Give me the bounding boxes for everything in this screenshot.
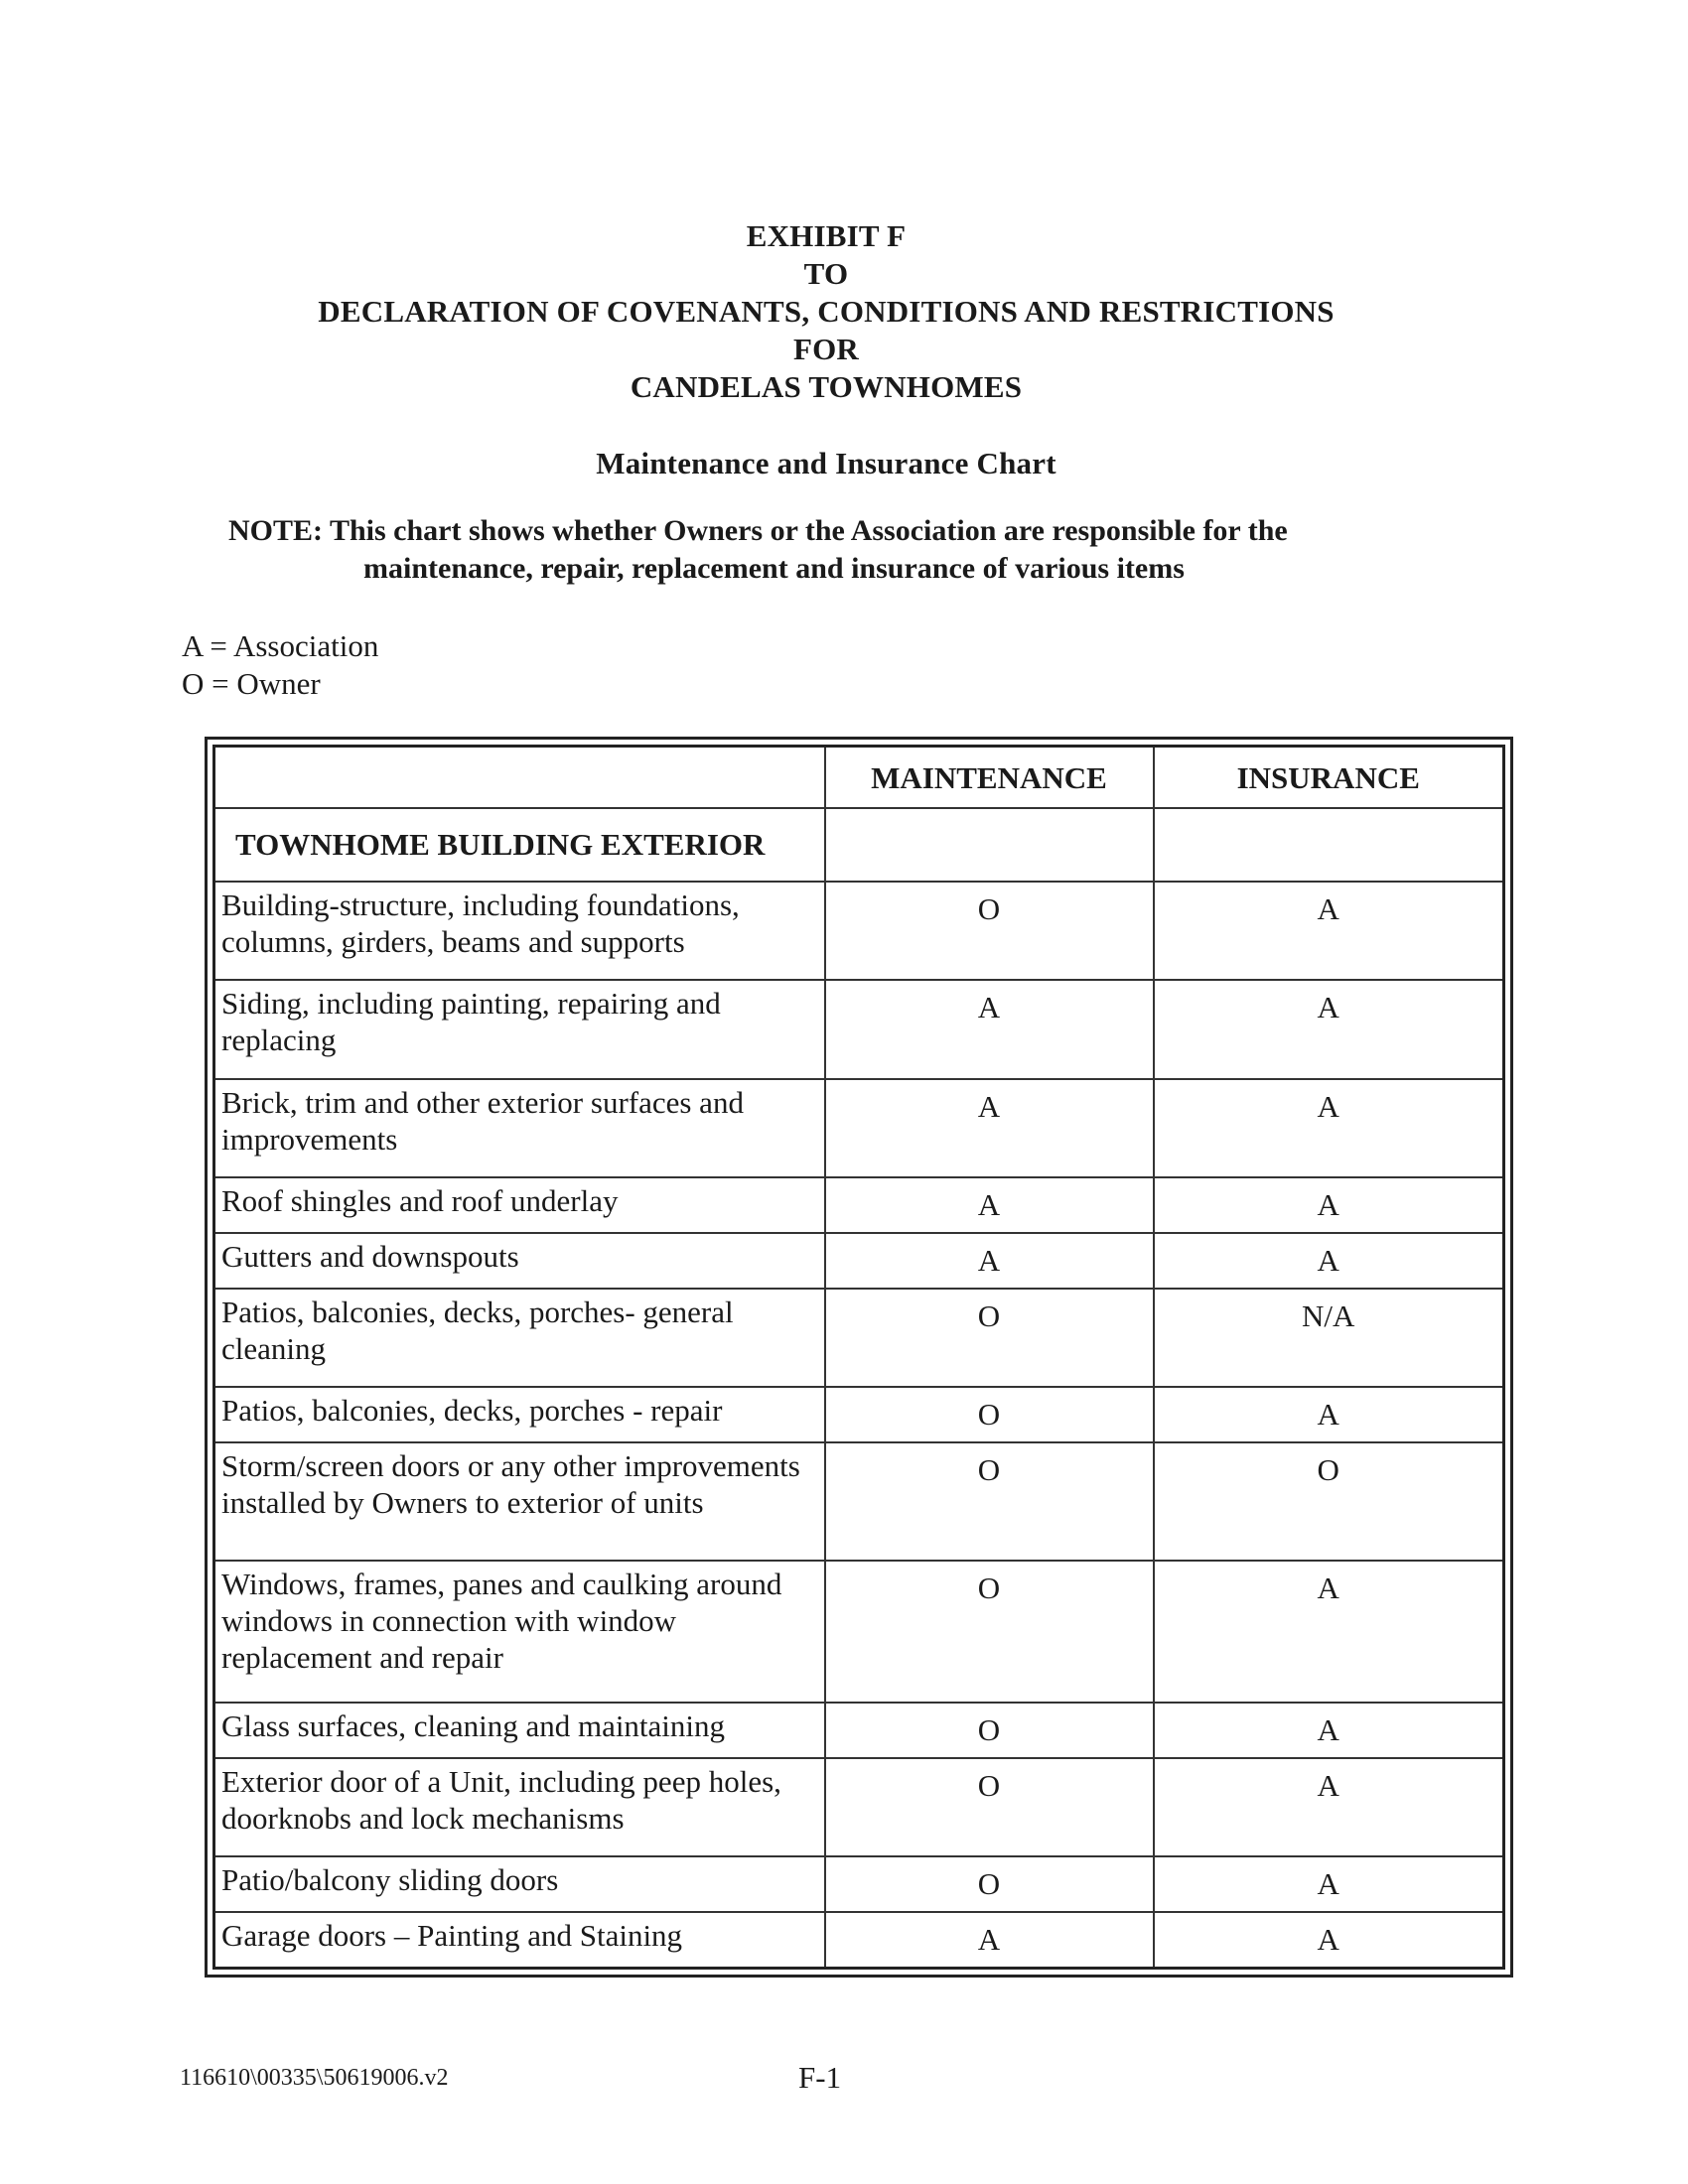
- insurance-value: A: [1154, 1758, 1504, 1857]
- responsibility-chart: [205, 737, 1513, 1978]
- insurance-value: A: [1154, 1177, 1504, 1233]
- maintenance-value: O: [825, 1561, 1154, 1703]
- table-row: [214, 1177, 1504, 1233]
- item-description: Roof shingles and roof underlay: [214, 1177, 825, 1233]
- legend-owner: O = Owner: [182, 666, 321, 701]
- title-line-community: CANDELAS TOWNHOMES: [630, 369, 1023, 404]
- table-row: [214, 1856, 1504, 1912]
- item-description: Patio/balcony sliding doors: [214, 1856, 825, 1912]
- legend-association: A = Association: [182, 628, 379, 663]
- insurance-value: A: [1154, 882, 1504, 981]
- maintenance-value: O: [825, 1289, 1154, 1388]
- title-line-declaration: DECLARATION OF COVENANTS, CONDITIONS AND RESTRICTIONS: [318, 294, 1335, 329]
- item-description: Gutters and downspouts: [214, 1233, 825, 1289]
- section-blank-cell: [825, 808, 1154, 882]
- table-row: [214, 1703, 1504, 1758]
- item-description: Glass surfaces, cleaning and maintaining: [214, 1703, 825, 1758]
- table-row: [214, 1387, 1504, 1442]
- item-description: Storm/screen doors or any other improvements installed by Owners to exterior of units: [214, 1442, 825, 1561]
- table-header-row: [214, 747, 1504, 809]
- item-description: Patios, balconies, decks, porches- general cleaning: [214, 1289, 825, 1388]
- maintenance-value: A: [825, 980, 1154, 1079]
- item-description: Brick, trim and other exterior surfaces and improvements: [214, 1079, 825, 1178]
- column-header-insurance: INSURANCE: [1154, 747, 1504, 809]
- page-number: F-1: [798, 2060, 842, 2095]
- maintenance-value: A: [825, 1912, 1154, 1968]
- insurance-value: A: [1154, 1233, 1504, 1289]
- header-blank-cell: [214, 747, 825, 809]
- maintenance-value: O: [825, 1758, 1154, 1857]
- item-description: Exterior door of a Unit, including peep holes, doorknobs and lock mechanisms: [214, 1758, 825, 1857]
- responsibility-table: [212, 745, 1505, 1970]
- section-blank-cell: [1154, 808, 1504, 882]
- insurance-value: A: [1154, 1387, 1504, 1442]
- table-row: [214, 1561, 1504, 1703]
- maintenance-value: O: [825, 882, 1154, 981]
- table-row: [214, 1079, 1504, 1178]
- insurance-value: N/A: [1154, 1289, 1504, 1388]
- section-row: [214, 808, 1504, 882]
- maintenance-value: O: [825, 1856, 1154, 1912]
- insurance-value: A: [1154, 1561, 1504, 1703]
- note-block: [228, 512, 1440, 588]
- insurance-value: A: [1154, 1703, 1504, 1758]
- item-description: Building-structure, including foundations, columns, girders, beams and supports: [214, 882, 825, 981]
- document-id: 116610\00335\50619006.v2: [180, 2065, 449, 2091]
- maintenance-value: A: [825, 1079, 1154, 1178]
- note-line-2: maintenance, repair, replacement and insurance of various items: [363, 552, 1185, 585]
- insurance-value: A: [1154, 1079, 1504, 1178]
- exhibit-title-block: [0, 217, 1652, 406]
- insurance-value: O: [1154, 1442, 1504, 1561]
- insurance-value: A: [1154, 1856, 1504, 1912]
- maintenance-value: A: [825, 1233, 1154, 1289]
- insurance-value: A: [1154, 980, 1504, 1079]
- item-description: Patios, balconies, decks, porches - repair: [214, 1387, 825, 1442]
- table-row: [214, 1289, 1504, 1388]
- maintenance-value: O: [825, 1387, 1154, 1442]
- title-line-exhibit: EXHIBIT F: [746, 218, 907, 253]
- table-row: [214, 1912, 1504, 1968]
- item-description: Siding, including painting, repairing and replacing: [214, 980, 825, 1079]
- insurance-value: A: [1154, 1912, 1504, 1968]
- item-description: Windows, frames, panes and caulking around windows in connection with window replacement and repair: [214, 1561, 825, 1703]
- maintenance-value: A: [825, 1177, 1154, 1233]
- column-header-maintenance: MAINTENANCE: [825, 747, 1154, 809]
- title-line-for: FOR: [792, 332, 860, 366]
- legend: [182, 627, 378, 703]
- table-row: [214, 1442, 1504, 1561]
- maintenance-value: O: [825, 1442, 1154, 1561]
- note-line-1: NOTE: This chart shows whether Owners or the Association are responsible for the: [228, 514, 1288, 547]
- table-row: [214, 1233, 1504, 1289]
- table-row: [214, 980, 1504, 1079]
- table-row: [214, 1758, 1504, 1857]
- table-row: [214, 882, 1504, 981]
- title-line-to: TO: [803, 256, 849, 291]
- chart-title: Maintenance and Insurance Chart: [596, 446, 1056, 480]
- maintenance-value: O: [825, 1703, 1154, 1758]
- item-description: Garage doors – Painting and Staining: [214, 1912, 825, 1968]
- section-title: TOWNHOME BUILDING EXTERIOR: [214, 808, 825, 882]
